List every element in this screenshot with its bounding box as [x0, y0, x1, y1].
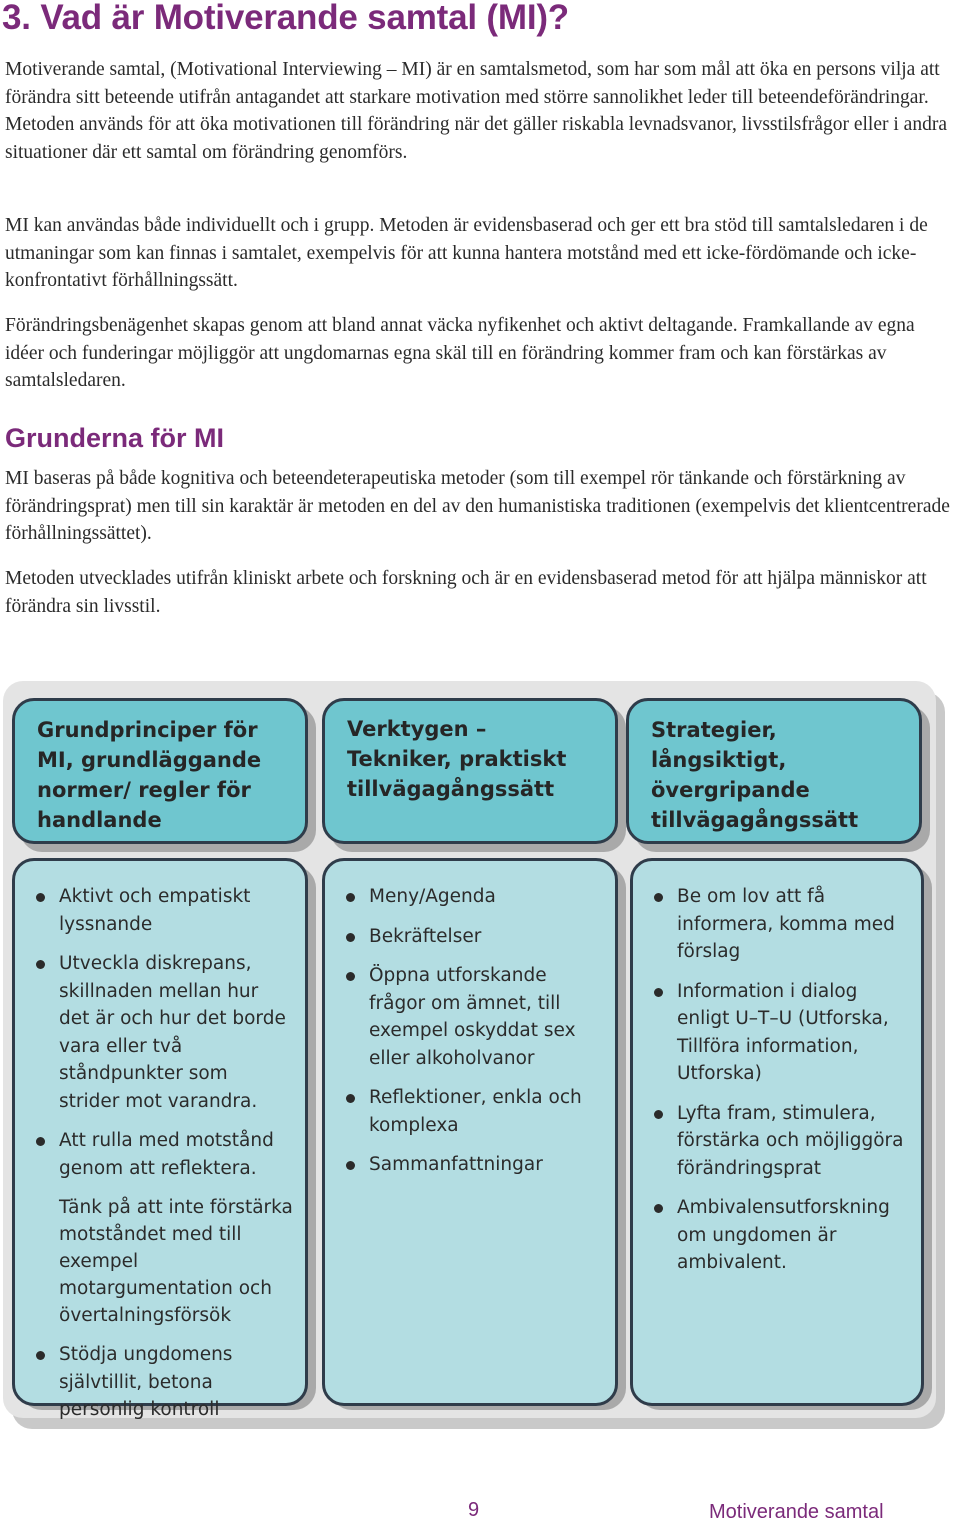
column-1-body [12, 858, 308, 1420]
bullet-icon [346, 1161, 355, 1170]
bullet-icon [654, 1110, 663, 1119]
column-3-list [651, 883, 909, 1277]
list-item: Stödja ungdomens självtillit, betona personlig kontroll [33, 1341, 293, 1424]
column-2-title: Verktygen – Tekniker, praktiskt tillvägagångssätt [347, 717, 567, 801]
column-3-header [626, 698, 922, 844]
list-item: Meny/Agenda [343, 883, 603, 911]
list-item: Lyfta fram, stimulera, förstärka och möjliggöra förändringsprat [651, 1100, 909, 1183]
column-3-body [630, 858, 924, 1406]
list-item: Ambivalensutforskning om ungdomen är ambivalent. [651, 1194, 909, 1277]
list-item: Sammanfattningar [343, 1151, 603, 1179]
section-paragraph-1: MI baseras på både kognitiva och beteendeterapeutiska metoder (som till exempel rör tänkande och förstärkning av förändringsprat) men till sin karaktär är metoden en del av den humanistiska traditionen (exempelvis det klientcentrerade förhållningssättet). [5, 468, 950, 544]
bullet-icon [346, 933, 355, 942]
page-number: 9 [468, 1499, 480, 1521]
column-2-list [343, 883, 603, 1179]
list-item: Bekräftelser [343, 923, 603, 951]
list-item: Tänk på att inte förstärka motståndet med till exempel motargumentation och övertalningsförsök [59, 1197, 293, 1326]
footer-title: Motiverande samtal [709, 1501, 884, 1523]
section-heading: Grunderna för MI [5, 423, 225, 453]
bullet-icon [36, 893, 45, 902]
bullet-icon [36, 960, 45, 969]
list-item: Att rulla med motstånd genom att reflektera. [33, 1127, 293, 1182]
list-item: Öppna utforskande frågor om ämnet, till exempel oskyddat sex eller alkoholvanor [343, 962, 603, 1072]
column-1-header [12, 698, 308, 844]
list-item: Be om lov att få informera, komma med förslag [651, 883, 909, 966]
bullet-icon [654, 893, 663, 902]
bullet-icon [346, 1094, 355, 1103]
bullet-icon [36, 1351, 45, 1360]
intro-paragraph-3: Förändringsbenägenhet skapas genom att bland annat väcka nyfikenhet och aktivt deltagande. Framkallande av egna idéer och funderingar möjliggör att ungdomarnas egna skäl till en förändring kommer fram och kan förstärkas av samtalsledaren. [5, 315, 915, 391]
bullet-icon [346, 893, 355, 902]
column-1-list [33, 883, 293, 1424]
intro-paragraph-1: Motiverande samtal, (Motivational Interviewing – MI) är en samtalsmetod, som har som mål att öka en persons vilja att förändra sitt beteende utifrån antagandet att starkare motivation med större sannolikhet leder till beteendeförändringar. Metoden används för att öka motivationen till förändring när det gäller riskabla levnadsvanor, livsstilsfrågor eller i andra situationer där ett samtal om förändring genomförs. [5, 59, 947, 163]
bullet-icon [654, 988, 663, 997]
bullet-icon [346, 972, 355, 981]
column-1-title: Grundprinciper för MI, grundläggande normer/ regler för handlande [37, 718, 262, 832]
list-item: Information i dialog enligt U–T–U (Utforska, Tillföra information, Utforska) [651, 978, 909, 1088]
list-item: Utveckla diskrepans, skillnaden mellan hur det är och hur det borde vara eller två ståndpunkter som strider mot varandra. [33, 950, 293, 1115]
column-2-body [322, 858, 618, 1406]
section-paragraph-2: Metoden utvecklades utifrån kliniskt arbete och forskning och är en evidensbaserad metod för att hjälpa människor att förändra sin livsstil. [5, 568, 927, 617]
bullet-icon [654, 1204, 663, 1213]
intro-paragraph-2: MI kan användas både individuellt och i grupp. Metoden är evidensbaserad och ger ett bra stöd till samtalsledaren i de utmaningar som kan finnas i samtalet, exempelvis för att kunna hantera motstånd med ett icke-fördömande och icke-konfrontativt förhållningssätt. [5, 215, 928, 291]
bullet-icon [36, 1137, 45, 1146]
list-item: Reflektioner, enkla och komplexa [343, 1084, 603, 1139]
column-2-header [322, 698, 618, 844]
column-3-title: Strategier, långsiktigt, övergripande tillvägagångssätt [651, 718, 859, 832]
list-item: Aktivt och empatiskt lyssnande [33, 883, 293, 938]
page-heading: 3. Vad är Motiverande samtal (MI)? [2, 0, 569, 37]
